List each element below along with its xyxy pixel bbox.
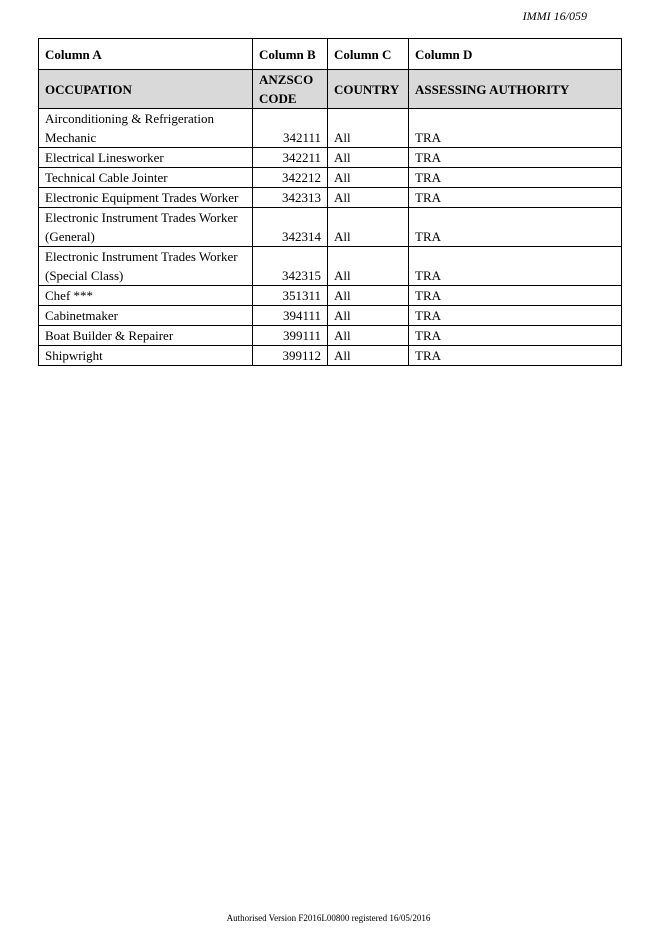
table-row: [39, 247, 622, 286]
anzsco-code-header: ANZSCO CODE: [253, 70, 328, 109]
occupation-table: [38, 38, 622, 366]
occupation-cell: Electronic Instrument Trades Worker (Special Class): [39, 247, 253, 286]
occupation-cell: Shipwright: [39, 346, 253, 366]
country-cell: All: [328, 208, 409, 247]
anzsco-code-cell: 342313: [253, 188, 328, 208]
assessing-authority-header: ASSESSING AUTHORITY: [409, 70, 622, 109]
column-label-row: [39, 39, 622, 70]
country-cell: All: [328, 168, 409, 188]
table-row: [39, 109, 622, 148]
occupation-cell: Electronic Instrument Trades Worker (General): [39, 208, 253, 247]
table-row: [39, 326, 622, 346]
table-row: [39, 286, 622, 306]
table-row: [39, 306, 622, 326]
assessing-authority-cell: TRA: [409, 286, 622, 306]
header-row: [39, 70, 622, 109]
assessing-authority-cell: TRA: [409, 188, 622, 208]
country-header: COUNTRY: [328, 70, 409, 109]
anzsco-code-cell: 399112: [253, 346, 328, 366]
column-b-label: Column B: [253, 39, 328, 70]
assessing-authority-cell: TRA: [409, 208, 622, 247]
anzsco-code-cell: 342314: [253, 208, 328, 247]
anzsco-code-cell: 342315: [253, 247, 328, 286]
country-cell: All: [328, 188, 409, 208]
authorised-version-footer: Authorised Version F2016L00800 registered 16/05/2016: [226, 913, 431, 923]
assessing-authority-cell: TRA: [409, 346, 622, 366]
instrument-reference: IMMI 16/059: [522, 9, 587, 23]
occupation-cell: Cabinetmaker: [39, 306, 253, 326]
occupation-cell: Electrical Linesworker: [39, 148, 253, 168]
column-c-label: Column C: [328, 39, 409, 70]
occupation-cell: Chef ***: [39, 286, 253, 306]
occupation-cell: Boat Builder & Repairer: [39, 326, 253, 346]
occupation-cell: Airconditioning & Refrigeration Mechanic: [39, 109, 253, 148]
table-row: [39, 346, 622, 366]
country-cell: All: [328, 326, 409, 346]
assessing-authority-cell: TRA: [409, 109, 622, 148]
assessing-authority-cell: TRA: [409, 306, 622, 326]
assessing-authority-cell: TRA: [409, 168, 622, 188]
anzsco-code-cell: 399111: [253, 326, 328, 346]
assessing-authority-cell: TRA: [409, 148, 622, 168]
occupation-header: OCCUPATION: [39, 70, 253, 109]
table-row: [39, 148, 622, 168]
country-cell: All: [328, 346, 409, 366]
country-cell: All: [328, 247, 409, 286]
column-a-label: Column A: [39, 39, 253, 70]
occupation-cell: Technical Cable Jointer: [39, 168, 253, 188]
table-row: [39, 208, 622, 247]
assessing-authority-cell: TRA: [409, 326, 622, 346]
country-cell: All: [328, 286, 409, 306]
anzsco-code-cell: 342111: [253, 109, 328, 148]
occupation-rows: [39, 109, 622, 366]
anzsco-code-cell: 342211: [253, 148, 328, 168]
country-cell: All: [328, 148, 409, 168]
country-cell: All: [328, 109, 409, 148]
anzsco-code-cell: 351311: [253, 286, 328, 306]
table-row: [39, 168, 622, 188]
country-cell: All: [328, 306, 409, 326]
column-d-label: Column D: [409, 39, 622, 70]
anzsco-code-cell: 394111: [253, 306, 328, 326]
occupation-cell: Electronic Equipment Trades Worker: [39, 188, 253, 208]
assessing-authority-cell: TRA: [409, 247, 622, 286]
anzsco-code-cell: 342212: [253, 168, 328, 188]
table-row: [39, 188, 622, 208]
